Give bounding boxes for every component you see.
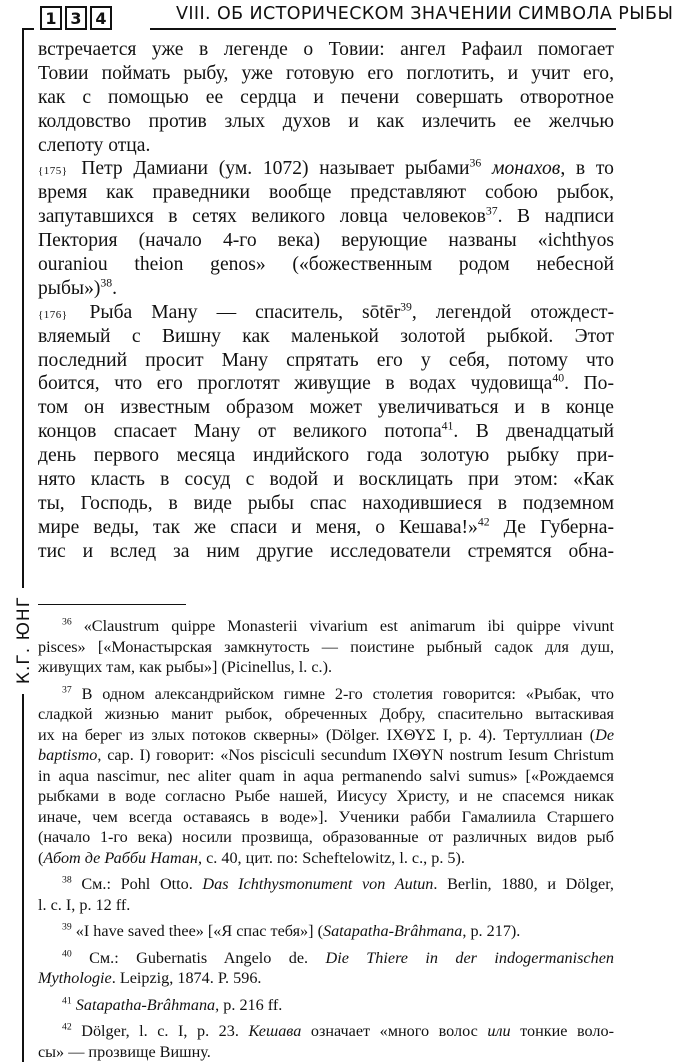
body-line [38, 540, 614, 564]
page-number-digit: 4 [90, 6, 112, 30]
text-run: сы» — прозвище Вишну. [38, 1042, 211, 1061]
body-line [38, 492, 614, 516]
text-run: последний просит Ману спрятать его у себя, потому что [38, 349, 614, 371]
text-run: , c. 40, цит. по: Scheftelowitz, l. c., p. 5). [198, 848, 465, 867]
emphasis: baptismo [38, 746, 98, 764]
footnote-line [38, 995, 614, 1016]
text-run: ( [38, 848, 44, 867]
text-run [481, 158, 492, 179]
body-text [38, 38, 614, 564]
text-run: ты, Господь, в виде рыбы спас находившиеся в подземном [38, 492, 614, 514]
footnote-number: 38 [62, 874, 72, 886]
body-line [38, 325, 614, 349]
body-line [38, 157, 614, 181]
body-line [38, 86, 614, 110]
text-run: , p. 216 ff. [215, 995, 283, 1014]
footnote-line [38, 745, 614, 766]
emphasis: Die Thiere in der indogermanischen [325, 948, 614, 967]
emphasis: Das Ichthysmonument von Autun [202, 875, 434, 893]
text-run: означает «много волос [301, 1022, 488, 1040]
emphasis: De [595, 725, 614, 744]
footnote-rule [38, 604, 186, 605]
footnote-line [38, 637, 614, 658]
text-run: колдовство против злых духов и как излечить ее желчью [38, 110, 614, 132]
footnote-number: 41 [62, 995, 72, 1007]
text-run: иначе, чем всегда оставаясь в воде»]. Ученики рабби Гамалиила Старшего [38, 807, 614, 826]
text-run: l. c. I, p. 12 ff. [38, 895, 131, 914]
page-number [40, 6, 115, 30]
body-line [38, 396, 614, 420]
footnote-line [38, 766, 614, 787]
body-line [38, 468, 614, 492]
footnote-line [38, 921, 614, 942]
emphasis: Satapatha-Brâhmana [322, 922, 463, 940]
body-line [38, 372, 614, 396]
paragraph-number: {175} [38, 165, 68, 178]
footnote-line [38, 1021, 614, 1042]
emphasis: Кешава [248, 1022, 302, 1040]
footnote [38, 684, 614, 869]
emphasis: Mythologie [38, 969, 112, 987]
footnote-ref: 38 [100, 276, 113, 290]
side-rule-bottom [22, 694, 24, 1062]
text-run: мире веды, так же спаси и меня, о Кешава!» [38, 516, 478, 538]
text-run: встречается уже в легенде о Товии: ангел Рафаил помогает [38, 39, 614, 60]
text-run: Де Губерна- [489, 516, 614, 538]
body-line [38, 253, 614, 277]
text-run: . По- [564, 373, 614, 395]
footnote-number: 37 [62, 684, 72, 696]
text-run: , в то [560, 158, 614, 180]
text-run: Петр Дамиани (ум. 1072) называет рыбами [70, 158, 470, 180]
text-run: Рыба Ману — спаситель, sōtēr [70, 301, 401, 323]
body-line [38, 229, 614, 253]
text-run: боится, что его проглотят живущие в водах чудовища [38, 373, 553, 395]
text-run: . Berlin, 1880, и Dölger, [433, 875, 614, 893]
text-run: . [112, 277, 118, 299]
text-run: рыбками в воде согласно Рыбе нашей, Иисусу Христу, и не спасемся никак [38, 787, 614, 805]
body-line [38, 205, 614, 229]
body-line [38, 62, 614, 86]
footnote-ref: 36 [469, 156, 482, 170]
text-run: запутавшихся в сетях великого ловца человеков [38, 206, 486, 228]
footnote-line [38, 948, 614, 969]
page-number-digit: 1 [40, 6, 62, 30]
text-run: тис и вслед за ним другие исследователи стремятся обна- [38, 540, 614, 562]
text-run: время как праведники вообще представляют собою рыбок, [38, 182, 614, 204]
text-run: pisces» [«Монастырская замкнутость — поистине рыбный садок для душ, [38, 637, 614, 656]
footnote-line [38, 1042, 614, 1062]
footnote-line [38, 848, 614, 869]
side-arrow-tick [22, 28, 34, 30]
footnote-line [38, 704, 614, 725]
footnote-number: 39 [62, 921, 72, 933]
side-rule-top [22, 28, 24, 588]
running-title: VIII. ОБ ИСТОРИЧЕСКОМ ЗНАЧЕНИИ СИМВОЛА РЫБЫ [176, 4, 673, 24]
footnote-line [38, 616, 614, 637]
footnote-number: 42 [62, 1021, 72, 1033]
body-line [38, 277, 614, 301]
body-line [38, 349, 614, 373]
text-run: живущих там, как рыбы»] (Picinellus, l. c.). [38, 658, 333, 676]
text-run: ouraniou theion genos» («божественным родом небесной [38, 254, 614, 276]
body-line [38, 134, 614, 158]
footnote [38, 616, 614, 678]
footnote-ref: 40 [552, 371, 565, 385]
footnote [38, 921, 614, 942]
text-run: день первого месяца индийского года золотую рыбку при- [38, 445, 614, 467]
body-line [38, 516, 614, 540]
text-run: том он известным образом может увеличиваться и в конце [38, 397, 614, 419]
body-line [38, 181, 614, 205]
footnote-ref: 42 [477, 515, 490, 529]
text-run: рыбы») [38, 277, 101, 299]
text-run: Пектория (начало 4-го века) верующие названы «ichthyos [38, 230, 614, 252]
footnote-line [38, 895, 614, 916]
text-run: , cap. I) говорит: «Nos pisciculi secundum ΙΧΘΥΝ nostrum Iesum Christum [97, 746, 614, 764]
footnote-line [38, 657, 614, 678]
text-run: . Leipzig, 1874. P. 596. [111, 969, 262, 987]
text-run: В одном александрийском гимне 2-го столетия говорится: «Рыбак, что [71, 684, 614, 703]
emphasis: монахов [491, 158, 561, 180]
page-number-digit: 3 [65, 6, 87, 30]
footnote-line [38, 684, 614, 705]
footnotes [38, 616, 614, 1062]
footnote-line [38, 874, 614, 895]
text-run: «Claustrum quippe Monasterii vivarium est animarum ibi quippe vivunt [71, 617, 614, 635]
emphasis: Абот де Рабби Натан [43, 848, 198, 867]
footnote-line [38, 827, 614, 848]
footnote-ref: 39 [400, 300, 412, 314]
footnote-line [38, 807, 614, 828]
text-run: слепоту отца. [38, 134, 151, 156]
footnote [38, 995, 614, 1016]
body-line [38, 444, 614, 468]
footnote-number: 36 [62, 616, 72, 628]
text-run: концов спасает Ману от великого потопа [38, 421, 442, 443]
footnote-number: 40 [62, 948, 72, 960]
emphasis: или [487, 1022, 511, 1040]
text-run: их на берег из злых потоков скверны» (Dölger. ΙΧΘΥΣ I, p. 4). Тертуллиан ( [38, 725, 596, 744]
text-run: См.: Gubernatis Angelo de. [71, 948, 326, 967]
body-line [38, 301, 614, 325]
text-run: сладкой жизнью манит рыбок, обреченных Добру, спасительно вытаскивая [38, 705, 614, 723]
body-line [38, 110, 614, 134]
footnote-line [38, 786, 614, 807]
footnote-line [38, 968, 614, 989]
text-run: Dölger, l. c. I, p. 23. [71, 1022, 249, 1040]
footnote [38, 948, 614, 989]
text-run: , легендой отождест- [411, 301, 614, 323]
side-author-label: К.Г. ЮНГ [14, 595, 34, 685]
body-line [38, 38, 614, 62]
emphasis: Satapatha-Brâhmana [75, 995, 216, 1014]
footnote [38, 1021, 614, 1062]
text-run: (начало 1-го века) носили прозвища, образованные от различных видов рыб [38, 828, 614, 846]
text-run: «I have saved thee» [«Я спас тебя»] ( [71, 922, 323, 940]
text-run: . В надписи [497, 206, 614, 228]
header-rule [150, 28, 616, 30]
footnote-ref: 41 [441, 419, 454, 433]
text-run: тонкие воло- [510, 1022, 614, 1040]
text-run: Товии поймать рыбу, уже готовую его поглотить, и учит его, [38, 62, 614, 84]
text-run: как с помощью ее сердца и печени совершать отворотное [38, 86, 614, 108]
text-run: in aqua nascimur, nec aliter quam in aqua permanendo salvi sumus» [«Рождаемся [38, 766, 614, 785]
text-run: вляемый с Вишну как маленькой золотой рыбкой. Этот [38, 325, 614, 347]
text-run: , p. 217). [462, 922, 521, 940]
paragraph-number: {176} [38, 308, 68, 321]
text-run: См.: Pohl Otto. [71, 875, 203, 893]
body-line [38, 420, 614, 444]
footnote-line [38, 725, 614, 746]
footnote-ref: 37 [485, 204, 498, 218]
text-run: . В двенадцатый [453, 421, 614, 443]
text-run: нято класть в сосуд с водой и восклицать при этом: «Как [38, 469, 614, 491]
footnote [38, 874, 614, 915]
